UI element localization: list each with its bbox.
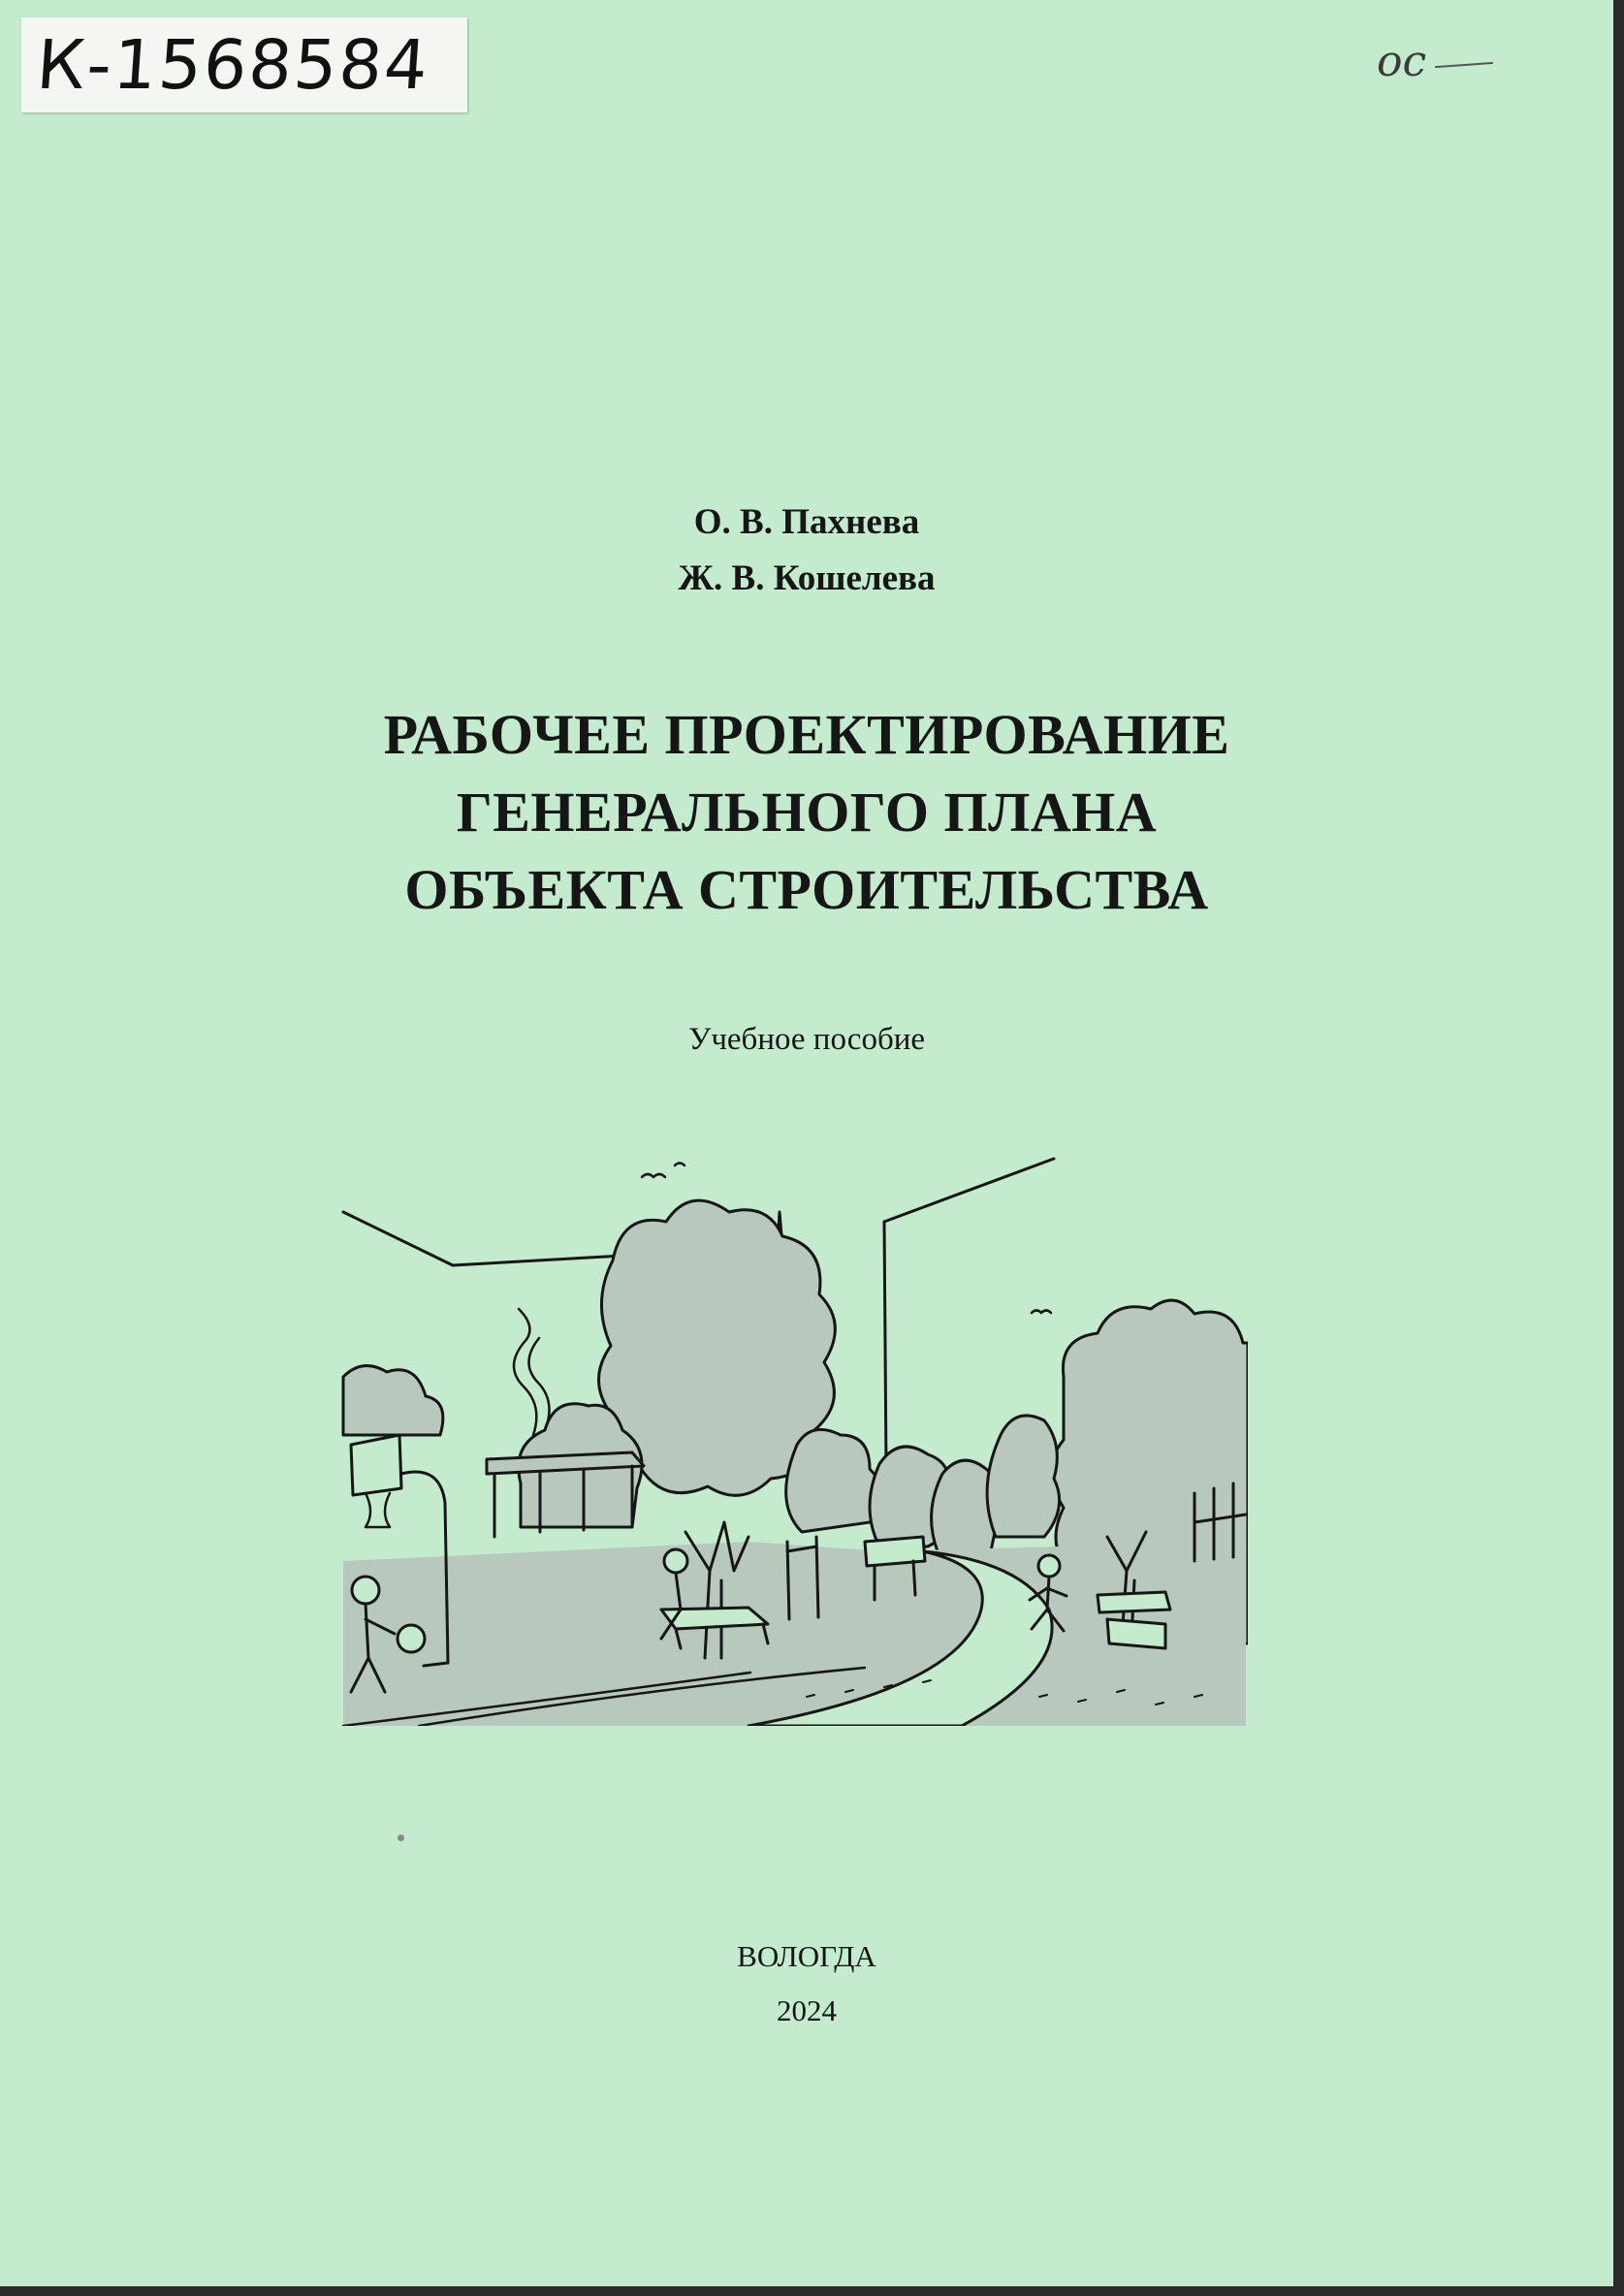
paper-speck <box>398 1834 404 1841</box>
authors-block <box>0 494 1613 607</box>
handwritten-stroke <box>1435 62 1493 68</box>
park-illustration <box>341 1154 1248 1726</box>
city-name: ВОЛОГДА <box>737 1939 876 1973</box>
book-title <box>0 696 1613 929</box>
library-sticker <box>21 17 467 112</box>
title-line-1: РАБОЧЕЕ ПРОЕКТИРОВАНИЕ <box>383 703 1230 766</box>
handwritten-mark: ос <box>1377 37 1427 86</box>
author-2: Ж. В. Кошелева <box>678 558 936 598</box>
author-1: О. В. Пахнева <box>693 502 920 542</box>
title-line-2: ГЕНЕРАЛЬНОГО ПЛАНА <box>456 781 1158 844</box>
book-subtitle: Учебное пособие <box>687 1022 926 1057</box>
publication-place <box>0 1929 1613 2038</box>
scan-edge-right <box>1613 0 1624 2296</box>
title-line-3: ОБЪЕКТА СТРОИТЕЛЬСТВА <box>404 858 1209 921</box>
publication-year: 2024 <box>777 1993 837 2027</box>
scan-edge-bottom <box>0 2286 1624 2296</box>
inventory-number: К-1568584 <box>34 25 432 105</box>
